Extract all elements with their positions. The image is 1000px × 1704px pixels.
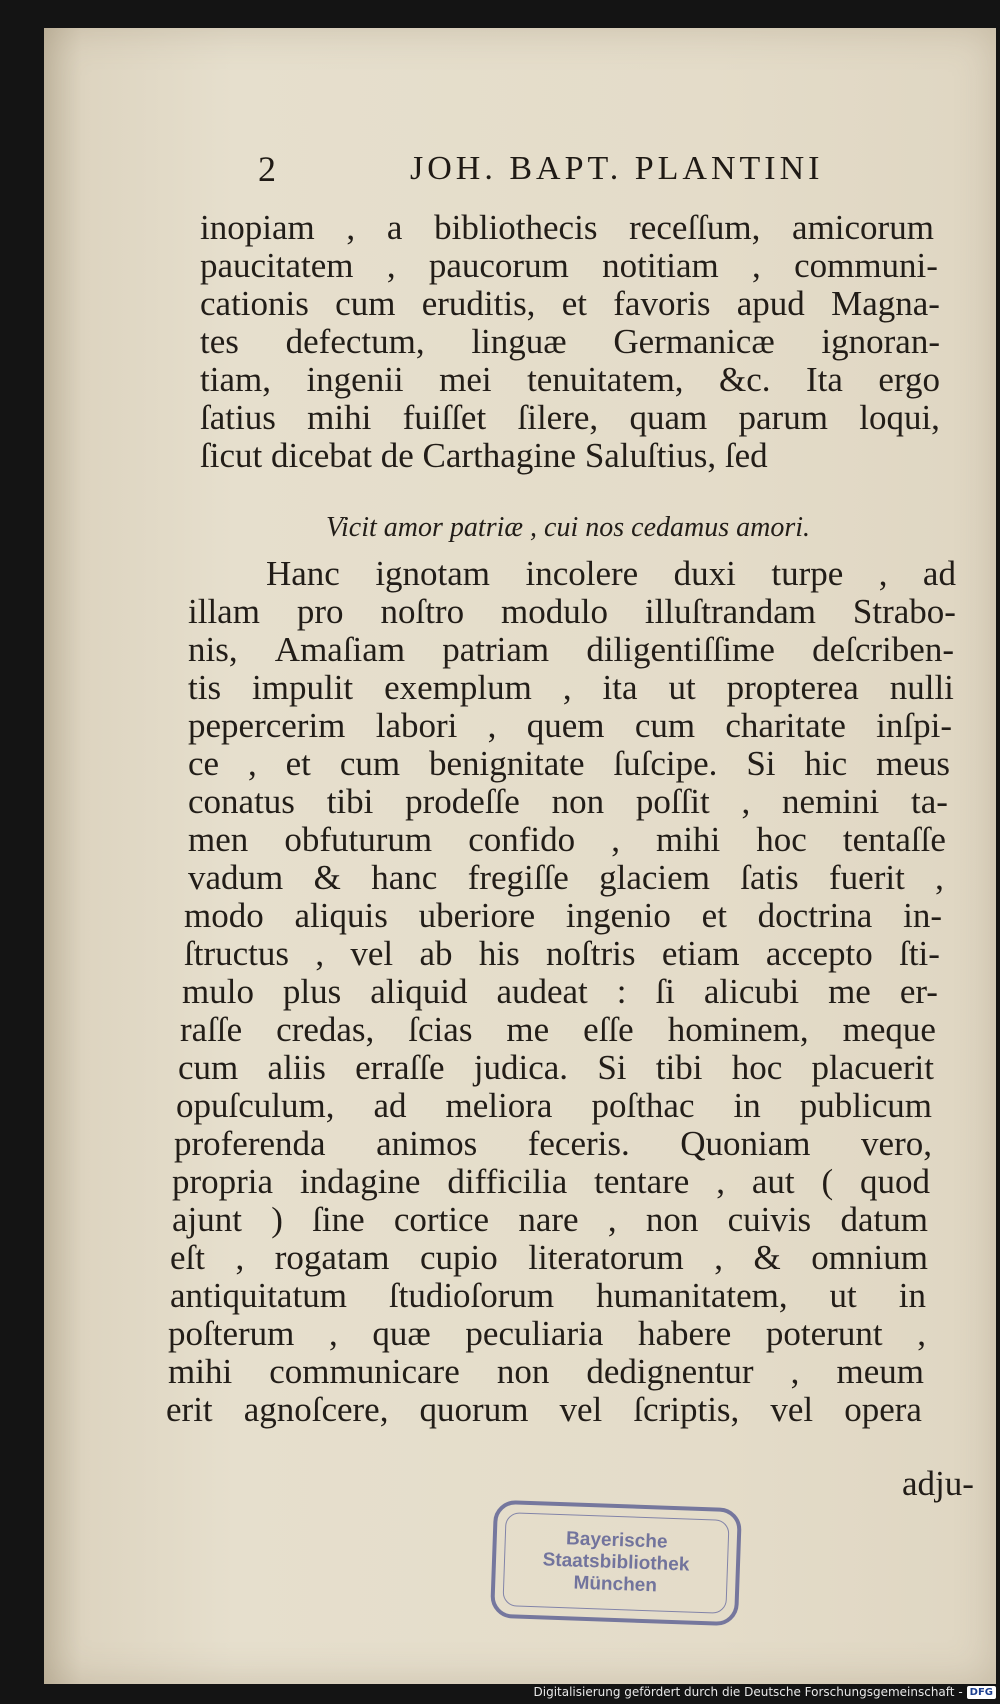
word: obfuturum bbox=[284, 820, 433, 859]
word: tiam, bbox=[200, 360, 271, 399]
word: inopiam bbox=[200, 208, 315, 247]
word: indagine bbox=[299, 1162, 421, 1201]
word: &c. bbox=[719, 360, 771, 399]
word: dedignentur bbox=[586, 1352, 754, 1391]
word: uberiore bbox=[418, 896, 536, 935]
word: charitate bbox=[725, 706, 846, 745]
word: animos bbox=[376, 1124, 478, 1163]
word: raſſe bbox=[180, 1010, 243, 1049]
word: duxi bbox=[673, 554, 736, 593]
text-line bbox=[188, 782, 948, 822]
word: favoris bbox=[613, 284, 711, 323]
text-line: ſicut dicebat de Carthagine Saluſtius, ſed bbox=[200, 436, 768, 475]
word: tibi bbox=[655, 1048, 703, 1087]
book-page bbox=[44, 28, 996, 1684]
dfg-logo: DFG bbox=[967, 1686, 996, 1699]
word: inſpi- bbox=[876, 706, 952, 745]
text-line bbox=[184, 934, 940, 974]
word: communi- bbox=[794, 246, 938, 285]
word: ( bbox=[821, 1162, 834, 1201]
word: ingenii bbox=[306, 360, 404, 399]
verse-quotation: Vicit amor patriæ , cui nos cedamus amori. bbox=[326, 512, 811, 543]
digitization-credit bbox=[534, 1682, 997, 1702]
word: aliis bbox=[267, 1048, 326, 1087]
word: ſuſcipe. bbox=[613, 744, 718, 783]
text-line bbox=[200, 208, 934, 248]
word: in- bbox=[903, 896, 942, 935]
word: meliora bbox=[445, 1086, 553, 1125]
word: hanc bbox=[371, 858, 438, 897]
word: ta- bbox=[911, 782, 948, 821]
text-line bbox=[168, 1314, 926, 1354]
stamp-line: Bayerische bbox=[565, 1528, 668, 1553]
text-line bbox=[188, 592, 956, 632]
word: nulli bbox=[889, 668, 954, 707]
word: confido bbox=[468, 820, 576, 859]
word: cum bbox=[634, 706, 696, 745]
text-line bbox=[200, 398, 940, 438]
word: diligentiſſime bbox=[586, 630, 775, 669]
text-line bbox=[266, 554, 956, 594]
word: mei bbox=[439, 360, 492, 399]
word: omnium bbox=[811, 1238, 928, 1277]
word: noſtris bbox=[546, 934, 636, 973]
text-line bbox=[188, 630, 954, 670]
word: cum bbox=[335, 284, 396, 323]
word: , bbox=[790, 1352, 800, 1391]
text-line bbox=[166, 1390, 922, 1430]
word: eruditis, bbox=[421, 284, 536, 323]
text-line bbox=[188, 668, 954, 708]
word: Strabo- bbox=[852, 592, 956, 631]
word: loqui, bbox=[859, 398, 940, 437]
word: : bbox=[616, 972, 627, 1011]
word: hic bbox=[804, 744, 848, 783]
word: ut bbox=[668, 668, 696, 707]
word: aliquid bbox=[370, 972, 468, 1011]
word: ſatis bbox=[740, 858, 799, 897]
text-line bbox=[182, 972, 938, 1012]
word: aut bbox=[751, 1162, 795, 1201]
word: ſatius bbox=[200, 398, 276, 437]
word: poſſit bbox=[635, 782, 710, 821]
word: Si bbox=[746, 744, 776, 783]
text-line bbox=[170, 1276, 926, 1316]
word: tenuitatem, bbox=[527, 360, 684, 399]
text-line bbox=[200, 246, 938, 286]
text-line bbox=[180, 1010, 936, 1050]
word: , bbox=[562, 668, 572, 707]
word: ſine bbox=[312, 1200, 365, 1239]
word: poterunt bbox=[765, 1314, 883, 1353]
word: pepercerim bbox=[188, 706, 346, 745]
word: ingenio bbox=[565, 896, 671, 935]
word: paucorum bbox=[428, 246, 569, 285]
word: quem bbox=[526, 706, 605, 745]
word: poſterum bbox=[168, 1314, 295, 1353]
word: eſt bbox=[170, 1238, 205, 1277]
text-line bbox=[188, 858, 944, 898]
word: Ita bbox=[806, 360, 843, 399]
word: , bbox=[346, 208, 356, 247]
word: ajunt bbox=[172, 1200, 242, 1239]
word: mihi bbox=[307, 398, 372, 437]
word: cum bbox=[178, 1048, 239, 1087]
word: plus bbox=[282, 972, 342, 1011]
word: cationis bbox=[200, 284, 309, 323]
word: doctrina bbox=[757, 896, 873, 935]
word: , bbox=[386, 246, 396, 285]
word: meque bbox=[842, 1010, 936, 1049]
word: conatus bbox=[188, 782, 295, 821]
word: communicare bbox=[269, 1352, 460, 1391]
word: Hanc bbox=[266, 554, 340, 593]
word: datum bbox=[840, 1200, 928, 1239]
word: , bbox=[935, 858, 944, 897]
word: opera bbox=[844, 1390, 922, 1429]
word: , bbox=[607, 1200, 617, 1239]
word: modulo bbox=[501, 592, 608, 631]
word: tibi bbox=[326, 782, 374, 821]
word: turpe bbox=[771, 554, 844, 593]
library-stamp bbox=[490, 1500, 742, 1627]
word: , bbox=[716, 1162, 725, 1201]
word: vel bbox=[350, 934, 394, 973]
word: labori bbox=[375, 706, 458, 745]
word: feceris. bbox=[527, 1124, 630, 1163]
text-line bbox=[172, 1162, 930, 1202]
word: tes bbox=[200, 322, 239, 361]
word: poſthac bbox=[591, 1086, 695, 1125]
word: publicum bbox=[799, 1086, 932, 1125]
text-line bbox=[188, 820, 946, 860]
word: cortice bbox=[393, 1200, 490, 1239]
word: ſcriptis, bbox=[633, 1390, 740, 1429]
word: tis bbox=[188, 668, 222, 707]
word: ſi bbox=[655, 972, 675, 1011]
word: meus bbox=[876, 744, 950, 783]
word: ſtructus bbox=[184, 934, 289, 973]
word: illam bbox=[188, 592, 260, 631]
word: amicorum bbox=[792, 208, 934, 247]
credit-text: Digitalisierung gefördert durch die Deutsche Forschungsgemeinschaft - bbox=[533, 1685, 963, 1699]
word: , bbox=[714, 1238, 724, 1277]
text-line bbox=[200, 284, 940, 324]
word: men bbox=[188, 820, 249, 859]
word: Magna- bbox=[831, 284, 940, 323]
page-number: 2 bbox=[258, 149, 276, 189]
word: hoc bbox=[756, 820, 807, 859]
word: fuiſſet bbox=[402, 398, 487, 437]
word: hominem, bbox=[667, 1010, 809, 1049]
word: glaciem bbox=[599, 858, 710, 897]
word: peculiaria bbox=[465, 1314, 604, 1353]
word: agnoſcere, bbox=[243, 1390, 389, 1429]
word: ſilere, bbox=[517, 398, 599, 437]
word: Quoniam bbox=[680, 1124, 811, 1163]
word: etiam bbox=[661, 934, 740, 973]
text-line bbox=[200, 360, 940, 400]
word: , bbox=[752, 246, 761, 285]
word: his bbox=[478, 934, 520, 973]
word: impulit bbox=[252, 668, 354, 707]
word: ſtudioſorum bbox=[388, 1276, 555, 1315]
word: , bbox=[917, 1314, 926, 1353]
word: Amaſiam bbox=[274, 630, 406, 669]
word: erraſſe bbox=[355, 1048, 445, 1087]
word: quam bbox=[629, 398, 708, 437]
word: & bbox=[313, 858, 341, 897]
word: exemplum bbox=[384, 668, 532, 707]
text-line bbox=[178, 1048, 934, 1088]
word: paucitatem bbox=[200, 246, 354, 285]
word: in bbox=[898, 1276, 926, 1315]
word: placuerit bbox=[811, 1048, 934, 1087]
word: vadum bbox=[188, 858, 284, 897]
word: erit bbox=[166, 1390, 213, 1429]
text-line bbox=[172, 1200, 928, 1240]
word: receſſum, bbox=[629, 208, 761, 247]
text-line bbox=[188, 706, 952, 746]
word: patriam bbox=[442, 630, 550, 669]
word: ergo bbox=[878, 360, 940, 399]
word: et bbox=[561, 284, 587, 323]
text-line bbox=[200, 322, 940, 362]
word: cum bbox=[339, 744, 401, 783]
word: credas, bbox=[276, 1010, 375, 1049]
word: ab bbox=[419, 934, 453, 973]
text-line bbox=[170, 1238, 928, 1278]
word: nare bbox=[518, 1200, 579, 1239]
word: habere bbox=[638, 1314, 732, 1353]
word: Si bbox=[597, 1048, 627, 1087]
word: humanitatem, bbox=[596, 1276, 788, 1315]
word: non bbox=[496, 1352, 550, 1391]
word: ſcias bbox=[408, 1010, 473, 1049]
word: tentaſſe bbox=[842, 820, 946, 859]
word: ita bbox=[602, 668, 638, 707]
word: fregiſſe bbox=[467, 858, 569, 897]
word: modo bbox=[184, 896, 264, 935]
word: hoc bbox=[731, 1048, 783, 1087]
word: vel bbox=[559, 1390, 603, 1429]
word: illuſtrandam bbox=[644, 592, 816, 631]
text-line bbox=[188, 744, 950, 784]
word: non bbox=[551, 782, 605, 821]
word: Germanicæ bbox=[613, 322, 775, 361]
word: ignotam bbox=[375, 554, 491, 593]
word: notitiam bbox=[602, 246, 719, 285]
word: propria bbox=[172, 1162, 274, 1201]
word: er- bbox=[899, 972, 938, 1011]
word: vel bbox=[770, 1390, 814, 1429]
word: ſti- bbox=[899, 934, 940, 973]
word: , bbox=[611, 820, 620, 859]
word: quod bbox=[860, 1162, 930, 1201]
word: propterea bbox=[726, 668, 859, 707]
word: cuivis bbox=[727, 1200, 812, 1239]
word: benignitate bbox=[428, 744, 585, 783]
word: non bbox=[645, 1200, 699, 1239]
word: mihi bbox=[168, 1352, 233, 1391]
word: incolere bbox=[525, 554, 639, 593]
word: , bbox=[247, 744, 257, 783]
word: prodeſſe bbox=[405, 782, 520, 821]
word: judica. bbox=[473, 1048, 569, 1087]
word: accepto bbox=[765, 934, 873, 973]
word: ad bbox=[373, 1086, 407, 1125]
word: , bbox=[741, 782, 751, 821]
word: antiquitatum bbox=[170, 1276, 347, 1315]
word: ad bbox=[922, 554, 956, 593]
text-line bbox=[174, 1124, 932, 1164]
stamp-line: München bbox=[573, 1572, 658, 1597]
text-line bbox=[184, 896, 942, 936]
word: , bbox=[315, 934, 325, 973]
word: pro bbox=[296, 592, 344, 631]
word: & bbox=[753, 1238, 781, 1277]
word: opuſculum, bbox=[176, 1086, 335, 1125]
word: , bbox=[329, 1314, 338, 1353]
text-line bbox=[168, 1352, 924, 1392]
word: mulo bbox=[182, 972, 254, 1011]
word: audeat bbox=[496, 972, 588, 1011]
word: cupio bbox=[419, 1238, 498, 1277]
word: tentare bbox=[594, 1162, 690, 1201]
catchword: adju- bbox=[902, 1464, 974, 1503]
word: bibliothecis bbox=[434, 208, 598, 247]
word: me bbox=[506, 1010, 550, 1049]
word: aliquis bbox=[294, 896, 388, 935]
word: linguæ bbox=[471, 322, 567, 361]
word: nis, bbox=[188, 630, 238, 669]
word: nemini bbox=[782, 782, 880, 821]
stamp-line: Staatsbibliothek bbox=[542, 1549, 690, 1576]
word: ) bbox=[271, 1200, 283, 1239]
word: apud bbox=[736, 284, 805, 323]
word: ut bbox=[829, 1276, 857, 1315]
word: fuerit bbox=[829, 858, 905, 897]
word: in bbox=[733, 1086, 761, 1125]
word: quorum bbox=[419, 1390, 529, 1429]
word: et bbox=[285, 744, 311, 783]
word: , bbox=[487, 706, 497, 745]
word: eſſe bbox=[583, 1010, 634, 1049]
word: quæ bbox=[372, 1314, 431, 1353]
word: alicubi bbox=[703, 972, 800, 1011]
word: meum bbox=[836, 1352, 924, 1391]
text-line bbox=[176, 1086, 932, 1126]
word: defectum, bbox=[285, 322, 425, 361]
word: ignoran- bbox=[821, 322, 940, 361]
word: deſcriben- bbox=[812, 630, 954, 669]
word: et bbox=[701, 896, 727, 935]
word: literatorum bbox=[528, 1238, 684, 1277]
word: difficilia bbox=[447, 1162, 568, 1201]
word: me bbox=[828, 972, 871, 1011]
word: vero, bbox=[861, 1124, 932, 1163]
word: parum bbox=[738, 398, 828, 437]
word: noſtro bbox=[380, 592, 465, 631]
running-head: JOH. BAPT. PLANTINI bbox=[410, 150, 824, 187]
word: , bbox=[235, 1238, 245, 1277]
word: a bbox=[386, 208, 403, 247]
word: , bbox=[878, 554, 888, 593]
word: ce bbox=[188, 744, 220, 783]
word: rogatam bbox=[274, 1238, 390, 1277]
word: proferenda bbox=[174, 1124, 326, 1163]
word: mihi bbox=[656, 820, 721, 859]
